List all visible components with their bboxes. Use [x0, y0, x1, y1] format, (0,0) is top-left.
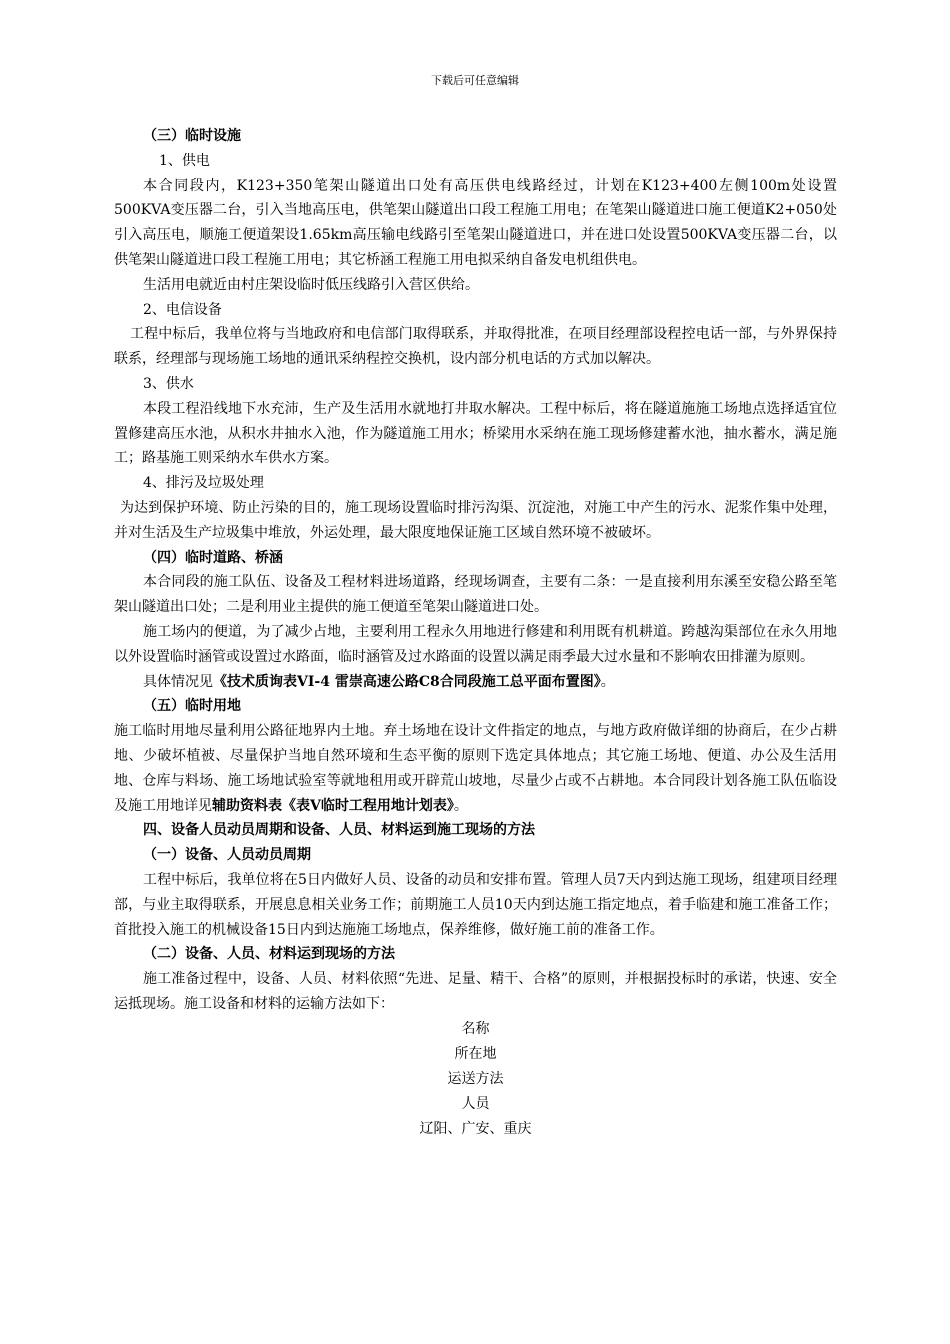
document-body — [114, 124, 837, 1142]
paragraph-roads-3 — [114, 670, 837, 695]
paragraph-mobilization: 工程中标后，我单位将在5日内做好人员、设备的动员和安排布置。管理人员7天内到达施工现场，组建项目经理部，与业主取得联系，开展息息相关业务工作；前期施工人员10天内到达施工指定地点，着手临建和施工准备工作；首批投入施工的机械设备15日内到达施施工场地点，保养维修，做好施工前的准备工作。 — [114, 871, 837, 938]
section-title-temp-land: （五）临时用地 — [143, 698, 241, 715]
roads-ref-suffix: 。 — [600, 673, 615, 690]
section-title-transport-method: （二）设备、人员、材料运到现场的方法 — [143, 946, 395, 963]
paragraph-transport: 施工准备过程中，设备、人员、材料依照“先进、足量、精干、合格”的原则，并根据投标时的承诺，快速、安全运抵现场。施工设备和材料的运输方法如下： — [114, 971, 837, 1012]
paragraph-roads-2: 施工场内的便道，为了减少占地，主要利用工程永久用地进行修建和利用既有机耕道。跨越沟渠部位在永久用地以外设置临时涵管或设置过水路面，临时涵管及过水路面的设置以满足雨季最大过水量和不影响农田排灌为原则。 — [114, 623, 837, 665]
roads-ref-prefix: 具体情况见 — [143, 673, 213, 690]
land-ref-suffix: 。 — [453, 797, 468, 814]
section-title-mobilization-period: （一）设备、人员动员周期 — [143, 847, 311, 864]
table-header-method: 运送方法 — [447, 1070, 504, 1087]
paragraph-roads-1: 本合同段的施工队伍、设备及工程材料进场道路，经现场调查，主要有二条：一是直接利用东溪至安稳公路至笔架山隧道出口处；二是利用业主提供的施工便道至笔架山隧道进口处。 — [114, 574, 837, 616]
paragraph-power-1: 本合同段内，K123+350笔架山隧道出口处有高压供电线路经过，计划在K123+400左侧100m处设置500KVA变压器二台，引入当地高压电，供笔架山隧道出口段工程施工用电；在笔架山隧道进口施工便道K2+050处引入高压电，顺施工便道架设1.65km高压输电线路引至笔架山隧道进口，并在进口处设置500KVA变压器二台，以供笔架山隧道进口段工程施工用电；其它桥涵工程施工用电拟采纳自备发电机组供电。 — [114, 177, 837, 268]
section-title-temp-roads: （四）临时道路、桥涵 — [143, 549, 283, 566]
transport-table — [114, 1017, 837, 1142]
paragraph-power-2: 生活用电就近由村庄架设临时低压线路引入营区供给。 — [143, 276, 479, 293]
subsection-title-water: 3、供水 — [143, 375, 194, 392]
table-cell-personnel: 人员 — [461, 1095, 490, 1112]
paragraph-telecom: 工程中标后，我单位将与当地政府和电信部门取得联系，并取得批准，在项目经理部设程控电话一部，与外界保持联系，经理部与现场施工场地的通讯采纳程控交换机，设内部分机电话的方式加以解决。 — [114, 326, 837, 368]
paragraph-waste: 为达到保护环境、防止污染的目的，施工现场设置临时排污沟渠、沉淀池，对施工中产生的污水、泥浆作集中处理，并对生活及生产垃圾集中堆放，外运处理，最大限度地保证施工区域自然环境不被破坏。 — [114, 499, 837, 541]
table-header-location: 所在地 — [454, 1045, 497, 1062]
subsection-title-telecom: 2、电信设备 — [143, 301, 222, 318]
part-title-mobilization: 四、设备人员动员周期和设备、人员、材料运到施工现场的方法 — [143, 822, 535, 839]
paragraph-land — [114, 719, 837, 818]
page-header: 下载后可任意编辑 — [431, 74, 519, 87]
paragraph-water: 本段工程沿线地下水充沛，生产及生活用水就地打井取水解决。工程中标后，将在隧道施施工场地点选择适宜位置修建高压水池，从积水井抽水入池，作为隧道施工用水；桥梁用水采纳在施工现场修建蓄水池，抽水蓄水，满足施工；路基施工则采纳水车供水方案。 — [114, 400, 837, 467]
subsection-title-waste: 4、排污及垃圾处理 — [143, 475, 264, 492]
table-cell-personnel-location: 辽阳、广安、重庆 — [419, 1120, 532, 1137]
roads-ref-document: 《技术质询表VI-4 雷崇高速公路C8合同段施工总平面布置图》 — [213, 673, 601, 690]
land-text: 施工临时用地尽量利用公路征地界内土地。弃土场地在设计文件指定的地点，与地方政府做详细的协商后，在少占耕地、少破坏植被、尽量保护当地自然环境和生态平衡的原则下选定具体地点；其它施工场地、便道、办公及生活用地、仓库与料场、施工场地试验室等就地租用或开辟荒山坡地，尽量少占或不占耕地。本合同段计划各施工队伍临设及施工用地详见 — [114, 723, 837, 814]
section-title-temp-facilities: （三）临时设施 — [143, 128, 241, 144]
subsection-title-power: 1、供电 — [159, 152, 210, 169]
land-ref-document: 辅助资料表《表V临时工程用地计划表》 — [212, 797, 454, 814]
table-header-name: 名称 — [461, 1020, 490, 1037]
